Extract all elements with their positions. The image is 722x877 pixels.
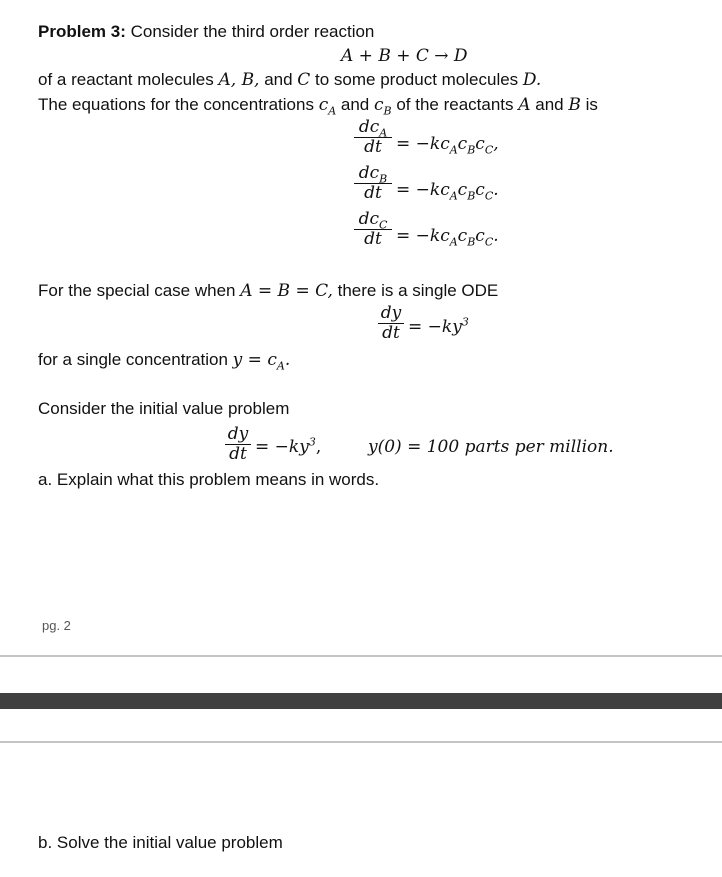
ivp-rhs: = $-ky^3$, (255, 435, 322, 457)
page-divider-bottom (0, 741, 722, 743)
conc-ca: $c_A$ (318, 95, 337, 118)
problem-heading: Problem 3: (38, 22, 126, 41)
rate-eq-b-denominator: dt (364, 183, 382, 203)
problem-intro: Consider the third order reaction (130, 22, 375, 41)
reaction-equation: A + B + C → D (341, 46, 468, 66)
rate-eq-a-rhs: = $-kc_Ac_Bc_C$, (396, 134, 499, 157)
line1-vars: A, B, (218, 70, 260, 90)
special-case-line (38, 281, 498, 301)
rate-eq-c-denominator: dt (364, 229, 382, 249)
special-case-condition: A = B = C, (240, 281, 333, 301)
line1-and: and (259, 70, 298, 89)
special-case-prefix: For the special case when (38, 281, 241, 300)
page-break-bar (0, 693, 722, 709)
line2-var-b: B (568, 95, 581, 115)
line1-var-c: C (297, 70, 311, 90)
rate-eq-b-numerator: $dc_B$ (358, 163, 388, 186)
line2-var-a: A (518, 95, 531, 115)
line1-suffix: to some product molecules (310, 70, 523, 89)
single-concentration-line (38, 350, 291, 373)
ivp-initial-condition: y(0) = 100 parts per million. (368, 437, 614, 457)
line2-mid: of the reactants (391, 95, 519, 114)
conc-cb: $c_B$ (373, 95, 392, 118)
conc-ca-sub: A (328, 104, 337, 118)
ivp-units: parts per million. (464, 437, 614, 457)
concentrations-description (38, 95, 598, 118)
line2-and-2: and (530, 95, 569, 114)
rate-eq-c-rhs: = $-kc_Ac_Bc_C$. (396, 226, 499, 249)
ivp-intro: Consider the initial value problem (38, 399, 290, 418)
conc-prefix: for a single concentration (38, 350, 233, 369)
rate-eq-a-fraction (354, 118, 392, 157)
rate-eq-c-numerator: $dc_C$ (358, 209, 388, 232)
page-divider-top (0, 655, 722, 657)
ivp-fraction (225, 425, 251, 464)
single-ode-exponent: 3 (461, 315, 469, 329)
rate-eq-b-rhs: = $-kc_Ac_Bc_C$. (396, 180, 499, 203)
rate-eq-a-denominator: dt (364, 137, 382, 157)
ivp-numerator: dy (227, 424, 249, 444)
line1-var-d: D. (522, 70, 542, 90)
single-ode-numerator: dy (380, 303, 402, 323)
part-b-question: b. Solve the initial value problem (38, 833, 283, 852)
ivp-exponent: 3 (308, 435, 316, 449)
conc-cb-sub: B (383, 104, 392, 118)
line1-prefix: of a reactant molecules (38, 70, 219, 89)
line2-and: and (336, 95, 374, 114)
page-number: pg. 2 (42, 618, 71, 633)
rate-eq-c-fraction (354, 210, 392, 249)
conc-expression: $y = c_A$. (232, 350, 291, 373)
part-a-question: a. Explain what this problem means in words. (38, 470, 380, 489)
special-case-suffix: there is a single ODE (332, 281, 499, 300)
rate-eq-b-fraction (354, 164, 392, 203)
single-ode-rhs: = $-ky^3$ (408, 315, 469, 337)
single-ode-fraction (378, 304, 404, 343)
rate-eq-a-numerator: $dc_A$ (358, 117, 388, 140)
problem-intro-line (38, 22, 374, 42)
ivp-denominator: dt (229, 444, 247, 464)
reactants-description (38, 70, 541, 90)
single-ode-denominator: dt (382, 323, 400, 343)
line2-is: is (580, 95, 598, 114)
line2-prefix: The equations for the concentrations (38, 95, 319, 114)
